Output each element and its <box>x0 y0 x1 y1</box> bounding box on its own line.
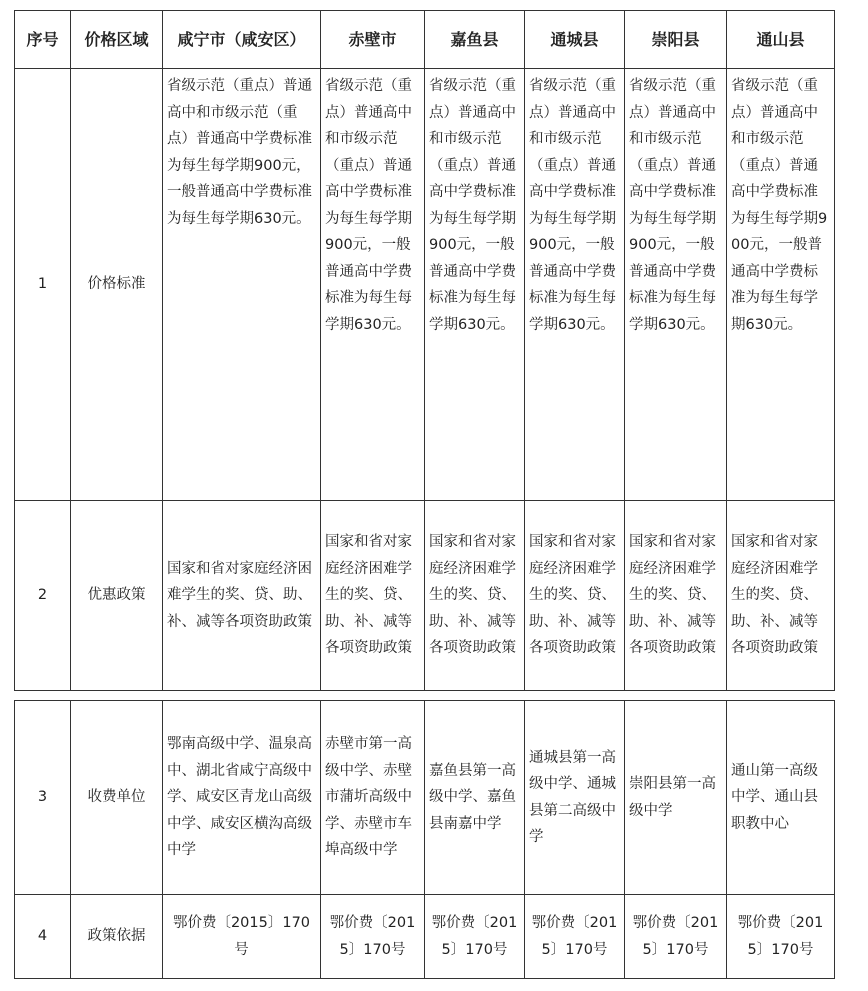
row-no: 3 <box>15 701 71 895</box>
cell-tongshan: 国家和省对家庭经济困难学生的奖、贷、助、补、减等各项资助政策 <box>727 501 835 691</box>
price-table-lower <box>14 700 835 979</box>
cell-xianning: 鄂南高级中学、温泉高中、湖北省咸宁高级中学、咸安区青龙山高级中学、咸安区横沟高级中学 <box>163 701 321 895</box>
cell-chongyang: 国家和省对家庭经济困难学生的奖、贷、助、补、减等各项资助政策 <box>625 501 727 691</box>
header-area: 价格区域 <box>71 11 163 69</box>
cell-jiayu: 省级示范（重点）普通高中和市级示范（重点）普通高中学费标准为每生每学期900元，一般普通高中学费标准为每生每学期630元。 <box>425 69 525 501</box>
header-chibi: 赤壁市 <box>321 11 425 69</box>
header-chongyang: 崇阳县 <box>625 11 727 69</box>
cell-tongcheng: 通城县第一高级中学、通城县第二高级中学 <box>525 701 625 895</box>
cell-jiayu: 嘉鱼县第一高级中学、嘉鱼县南嘉中学 <box>425 701 525 895</box>
header-tongcheng: 通城县 <box>525 11 625 69</box>
row-area: 政策依据 <box>71 895 163 979</box>
cell-tongcheng: 国家和省对家庭经济困难学生的奖、贷、助、补、减等各项资助政策 <box>525 501 625 691</box>
row-no: 4 <box>15 895 71 979</box>
header-row <box>15 11 835 69</box>
cell-chibi: 赤壁市第一高级中学、赤壁市蒲圻高级中学、赤壁市车埠高级中学 <box>321 701 425 895</box>
cell-tongshan: 通山第一高级中学、通山县职教中心 <box>727 701 835 895</box>
table-row <box>15 701 835 895</box>
cell-chibi: 省级示范（重点）普通高中和市级示范（重点）普通高中学费标准为每生每学期900元，一般普通高中学费标准为每生每学期630元。 <box>321 69 425 501</box>
cell-tongshan: 省级示范（重点）普通高中和市级示范（重点）普通高中学费标准为每生每学期900元，一般普通高中学费标准为每生每学期630元。 <box>727 69 835 501</box>
cell-xianning: 鄂价费〔2015〕170号 <box>163 895 321 979</box>
cell-chongyang: 省级示范（重点）普通高中和市级示范（重点）普通高中学费标准为每生每学期900元，一般普通高中学费标准为每生每学期630元。 <box>625 69 727 501</box>
table-row <box>15 501 835 691</box>
row-area: 价格标准 <box>71 69 163 501</box>
header-jiayu: 嘉鱼县 <box>425 11 525 69</box>
cell-chongyang: 崇阳县第一高级中学 <box>625 701 727 895</box>
table-row <box>15 69 835 501</box>
cell-tongshan: 鄂价费〔2015〕170号 <box>727 895 835 979</box>
cell-xianning: 国家和省对家庭经济困难学生的奖、贷、助、补、减等各项资助政策 <box>163 501 321 691</box>
cell-jiayu: 鄂价费〔2015〕170号 <box>425 895 525 979</box>
cell-jiayu: 国家和省对家庭经济困难学生的奖、贷、助、补、减等各项资助政策 <box>425 501 525 691</box>
row-no: 1 <box>15 69 71 501</box>
row-no: 2 <box>15 501 71 691</box>
price-table-upper <box>14 10 835 691</box>
cell-chibi: 国家和省对家庭经济困难学生的奖、贷、助、补、减等各项资助政策 <box>321 501 425 691</box>
cell-tongcheng: 省级示范（重点）普通高中和市级示范（重点）普通高中学费标准为每生每学期900元，一般普通高中学费标准为每生每学期630元。 <box>525 69 625 501</box>
cell-xianning: 省级示范（重点）普通高中和市级示范（重点）普通高中学费标准为每生每学期900元，一般普通高中学费标准为每生每学期630元。 <box>163 69 321 501</box>
header-xianning: 咸宁市（咸安区） <box>163 11 321 69</box>
row-area: 收费单位 <box>71 701 163 895</box>
header-no: 序号 <box>15 11 71 69</box>
row-area: 优惠政策 <box>71 501 163 691</box>
cell-tongcheng: 鄂价费〔2015〕170号 <box>525 895 625 979</box>
header-tongshan: 通山县 <box>727 11 835 69</box>
table-row <box>15 895 835 979</box>
cell-chibi: 鄂价费〔2015〕170号 <box>321 895 425 979</box>
cell-chongyang: 鄂价费〔2015〕170号 <box>625 895 727 979</box>
